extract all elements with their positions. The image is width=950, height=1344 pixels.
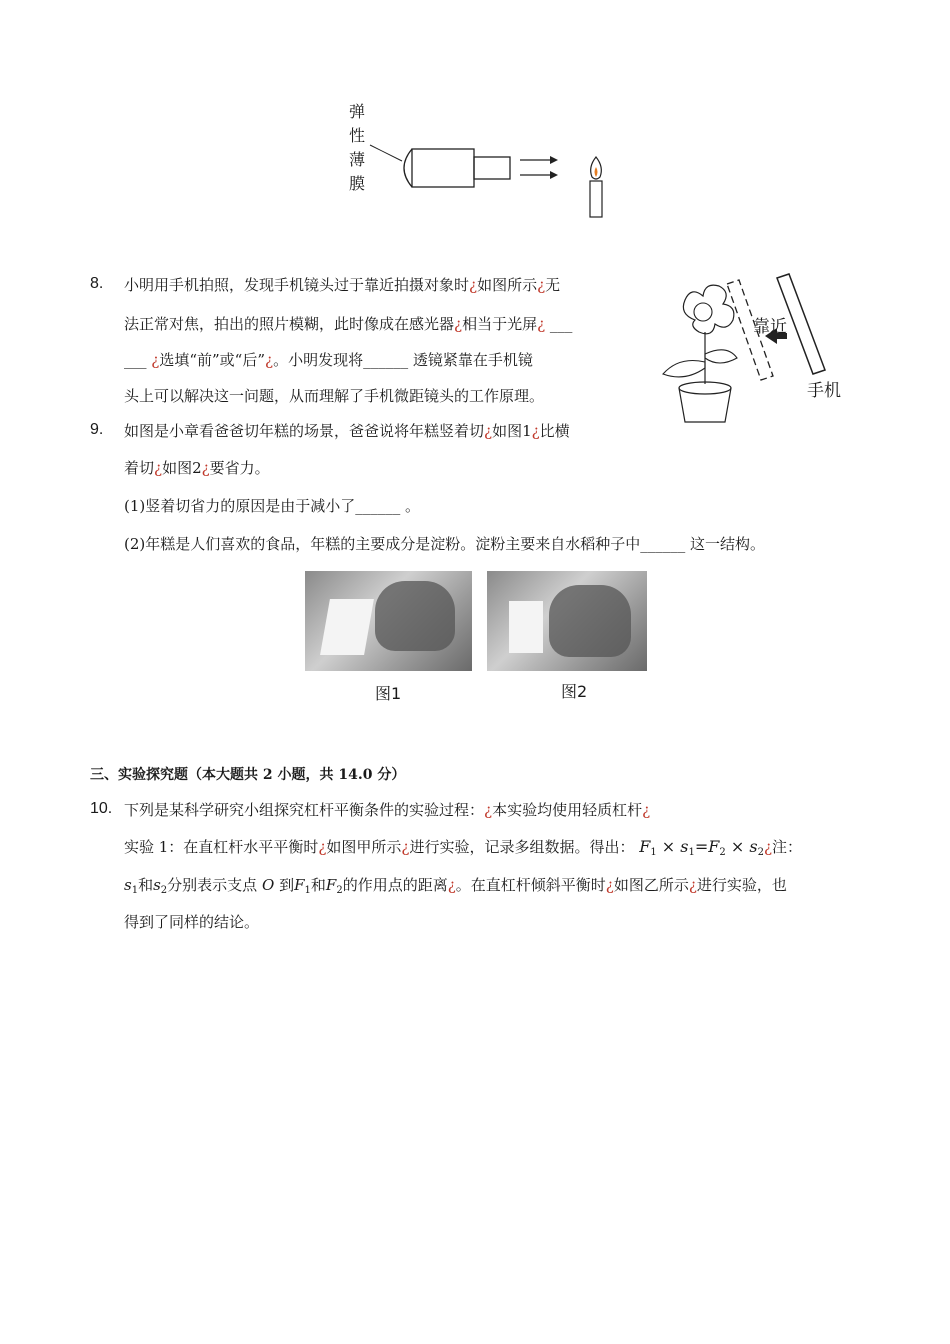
elastic-film-figure	[330, 95, 620, 225]
q10-line-3: $s_1$和$s_2$分别表示支点 O 到$F_1$和$F_2$的作用点的距离¿。在直杠杆倾斜平衡时¿如图乙所示¿进行实验，也	[124, 876, 787, 896]
hand-2	[549, 585, 631, 657]
figure-2-caption: 图2	[561, 682, 588, 701]
q9-part-1: (1)竖着切省力的原因是由于减小了______ 。	[124, 497, 421, 515]
rice-cake-1	[320, 599, 374, 655]
hand-1	[375, 581, 455, 651]
question-9-number: 9.	[90, 421, 104, 438]
macro-photo-figure	[655, 272, 855, 432]
near-label: 靠近	[753, 317, 787, 337]
question-10-number: 10.	[90, 800, 113, 817]
flower-lens-phone-diagram	[655, 272, 855, 432]
q9-line-1: 如图是小章看爸爸切年糕的场景，爸爸说将年糕竖着切¿如图1¿比横	[124, 422, 570, 440]
q8-line-1: 小明用手机拍照，发现手机镜头过于靠近拍摄对象时¿如图所示¿无	[124, 276, 561, 294]
question-8-number: 8.	[90, 275, 104, 292]
phone-label: 手机	[807, 381, 841, 401]
q10-line-4: 得到了同样的结论。	[124, 913, 260, 931]
section-3-title: 三、实验探究题（本大题共 2 小题，共 14.0 分）	[90, 767, 406, 783]
q10-line-1: 下列是某科学研究小组探究杠杆平衡条件的实验过程：¿本实验均使用轻质杠杆¿	[124, 801, 651, 819]
balance-formula: $F_1 \times s_1=F_2 \times s_2$	[639, 837, 764, 858]
q9-line-2: 着切¿如图2¿要省力。	[124, 459, 270, 477]
figure-1-caption: 图1	[375, 684, 402, 703]
lens-diagram	[330, 95, 620, 225]
q10-line-2: 实验 1：在直杠杆水平平衡时¿如图甲所示¿进行实验，记录多组数据。得出： $F_1 \times s_1=F_2$ × $s_2¿$注：	[124, 837, 803, 858]
q8-line-4: 头上可以解决这一问题，从而理解了手机微距镜头的工作原理。	[124, 387, 545, 405]
cutting-photo-2	[487, 571, 647, 671]
rice-cake-2	[509, 601, 543, 653]
q8-line-3: ___ ¿选填“前”或“后”¿。小明发现将______ 透镜紧靠在手机镜	[124, 351, 533, 369]
cutting-photo-1	[305, 571, 472, 671]
film-label: 弹 性 薄 膜	[348, 102, 365, 193]
q9-part-2: (2)年糕是人们喜欢的食品，年糕的主要成分是淀粉。淀粉主要来自水稻种子中______ 这一结构。	[124, 535, 766, 553]
q8-line-2: 法正常对焦，拍出的照片模糊，此时像成在感光器¿相当于光屏¿ ___	[124, 315, 573, 333]
